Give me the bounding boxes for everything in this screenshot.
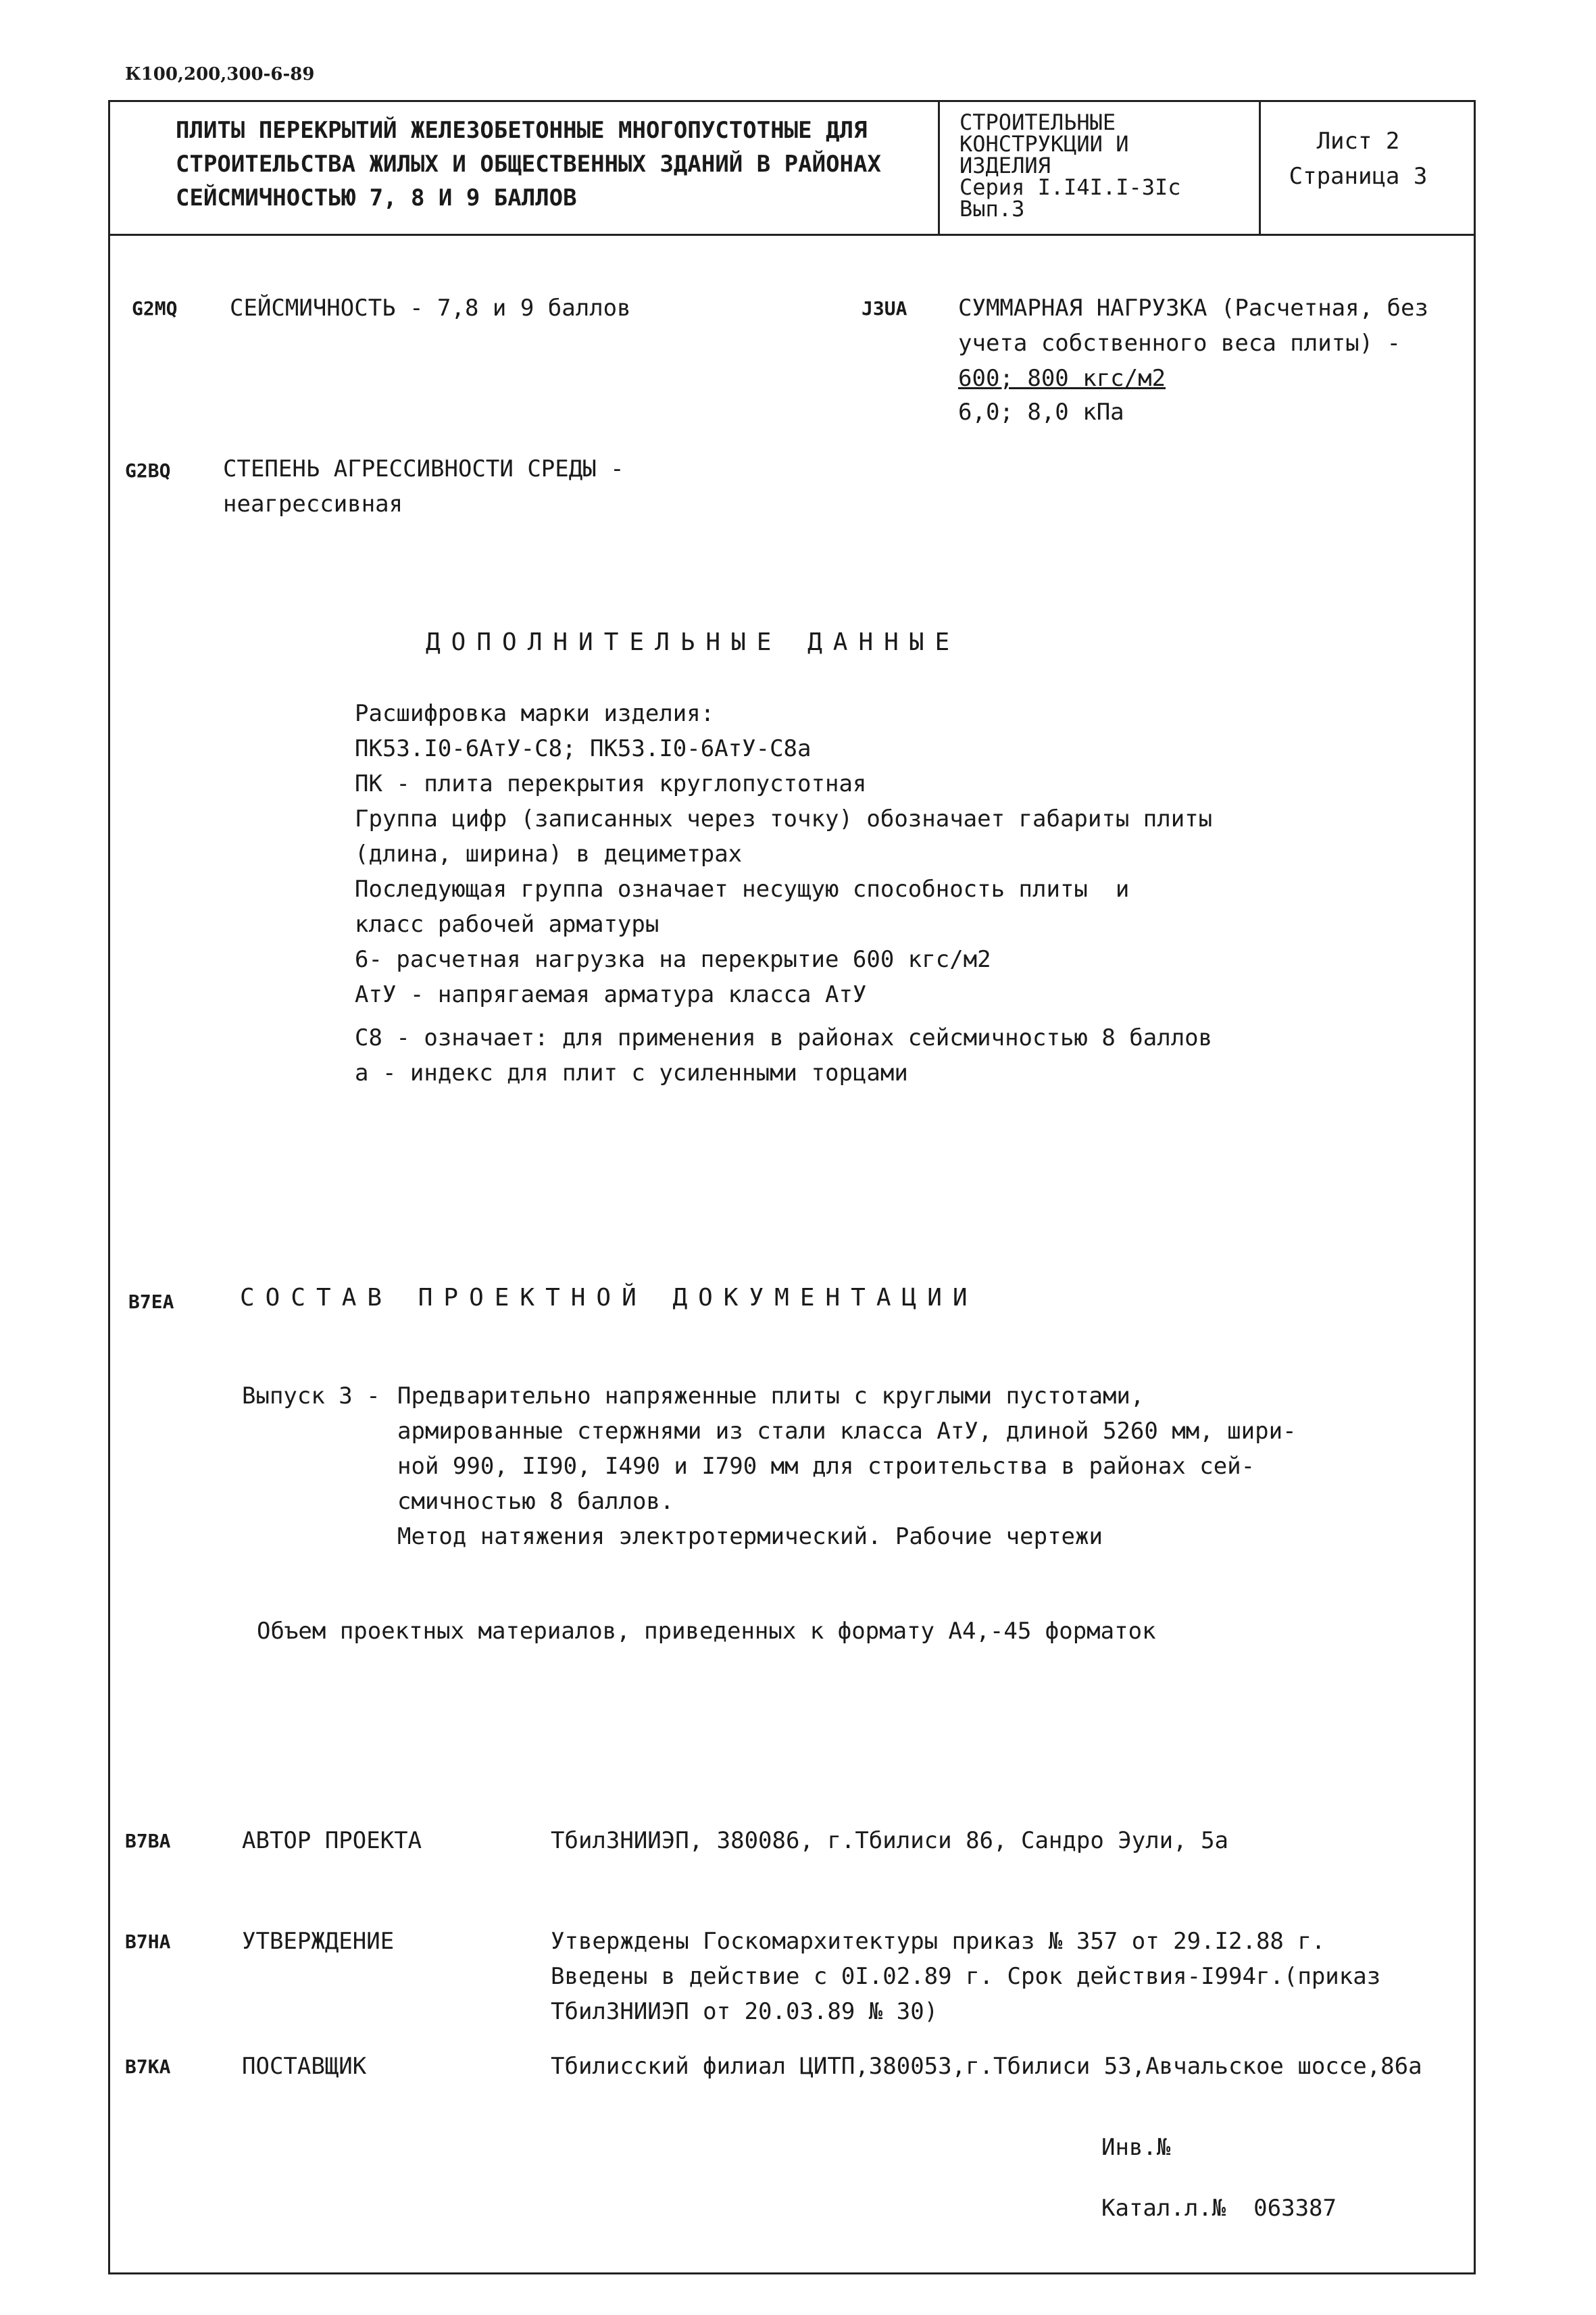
approval-value: Утверждены Госкомархитектуры приказ № 357 от 29.I2.88 г. Введены в действие с 0I.02.89 г. Срок действия-I994г.(приказ ТбилЗНИИЭП от 20.03.89 № 30) <box>551 1928 1381 2025</box>
load-text: СУММАРНАЯ НАГРУЗКА (Расчетная, без учета собственного веса плиты) - <box>958 295 1428 357</box>
author-value: ТбилЗНИИЭП, 380086, г.Тбилиси 86, Сандро Эули, 5а <box>551 1827 1229 1854</box>
aggressiveness-code: G2BQ <box>125 459 171 482</box>
load-value: 600; 800 кгс/м2 <box>958 365 1166 392</box>
approval-code: B7HA <box>125 1931 171 1953</box>
document-code: К100,200,300-6-89 <box>125 64 315 84</box>
supplier-code: B7KA <box>125 2056 171 2078</box>
category-block: СТРОИТЕЛЬНЫЕ КОНСТРУКЦИИ И ИЗДЕЛИЯ Серия I.I4I.I-3Iс Вып.3 <box>959 109 1181 222</box>
header-divider-vertical-2 <box>1259 100 1261 234</box>
load-value-kpa: 6,0; 8,0 кПа <box>958 399 1124 426</box>
additional-data-heading: ДОПОЛНИТЕЛЬНЫЕ ДАННЫЕ <box>426 628 961 656</box>
document-title: ПЛИТЫ ПЕРЕКРЫТИЙ ЖЕЛЕЗОБЕТОННЫЕ МНОГОПУСТОТНЫЕ ДЛЯ СТРОИТЕЛЬСТВА ЖИЛЫХ И ОБЩЕСТВЕННЫХ ЗДАНИЙ В РАЙОНАХ СЕЙСМИЧНОСТЬЮ 7, 8 И 9 БАЛЛОВ <box>176 117 881 211</box>
composition-code: B7EA <box>128 1291 174 1313</box>
inventory-number: Инв.№ <box>1101 2134 1171 2161</box>
issue-label: Выпуск 3 - <box>242 1383 380 1410</box>
volume-text: Объем проектных материалов, приведенных к формату А4,-45 форматок <box>257 1618 1156 1645</box>
header-divider <box>108 234 1476 236</box>
supplier-label: ПОСТАВЩИК <box>242 2053 367 2080</box>
load-code: J3UA <box>862 297 907 320</box>
aggressiveness-text: СТЕПЕНЬ АГРЕССИВНОСТИ СРЕДЫ - неагрессивная <box>223 455 624 518</box>
composition-heading: СОСТАВ ПРОЕКТНОЙ ДОКУМЕНТАЦИИ <box>240 1284 978 1312</box>
catalog-sheet-number: Катал.л.№ 063387 <box>1101 2195 1337 2222</box>
frame-right-border <box>1474 100 1476 2274</box>
author-label: АВТОР ПРОЕКТА <box>242 1827 422 1854</box>
approval-label: УТВЕРЖДЕНИЕ <box>242 1928 395 1955</box>
supplier-value: Тбилисский филиал ЦИТП,380053,г.Тбилиси 53,Авчальское шоссе,86а <box>551 2053 1422 2080</box>
sheet-page-block: Лист 2 Страница 3 <box>1289 128 1428 190</box>
issue-text: Предварительно напряженные плиты с круглыми пустотами, армированные стержнями из стали класса АтУ, длиной 5260 мм, шири- ной 990, II90, I490 и I790 мм для строительства в районах сей- смичностью 8 баллов. Метод натяжения электротермический. Рабочие чертежи <box>397 1383 1297 1550</box>
author-code: B7BA <box>125 1830 171 1852</box>
seismic-code: G2MQ <box>132 297 178 320</box>
seismic-text: СЕЙСМИЧНОСТЬ - 7,8 и 9 баллов <box>230 295 631 322</box>
additional-data-body-2: С8 - означает: для применения в районах сейсмичностью 8 баллов а - индекс для плит с усиленными торцами <box>355 1024 1213 1087</box>
header-divider-vertical-1 <box>938 100 940 234</box>
additional-data-body: Расшифровка марки изделия: ПК53.I0-6АтУ-С8; ПК53.I0-6АтУ-С8а ПК - плита перекрытия круглопустотная Группа цифр (записанных через точку) обозначает габариты плиты (длина, ширина) в дециметрах Последующая группа означает несущую способность плиты и класс рабочей арматуры 6- расчетная нагрузка на перекрытие 600 кгс/м2 АтУ - напрягаемая арматура класса АтУ <box>355 700 1213 1008</box>
